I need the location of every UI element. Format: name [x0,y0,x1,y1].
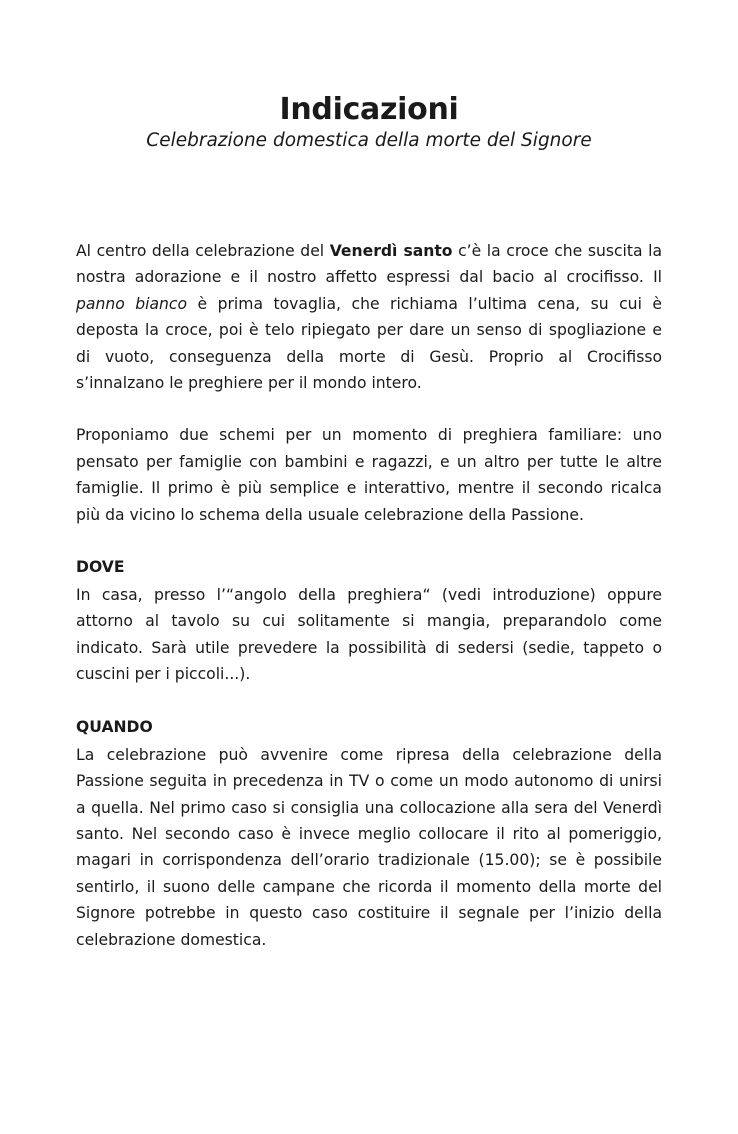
intro-p1-bold: Venerdì santo [329,242,453,260]
page-subtitle: Celebrazione domestica della morte del Signore [146,130,592,151]
paragraph-gap [76,528,662,554]
section-heading-quando: QUANDO [76,717,153,736]
title-block [0,92,738,152]
section-text-dove: In casa, presso l’“angolo della preghiera“ (vedi introduzione) oppure attorno al tavolo su cui solitamente si mangia, preparandolo come indicato. Sarà utile prevedere la possibilità di sedersi (sedie, tappeto o cuscini per i piccoli...). [76,586,662,684]
paragraph-gap [76,396,662,422]
intro-p1-text-a: Al centro della celebrazione del [76,242,330,260]
intro-paragraph-2: Proponiamo due schemi per un momento di preghiera familiare: uno pensato per famiglie con bambini e ragazzi, e un altro per tutte le altre famiglie. Il primo è più semplice e interattivo, mentre il secondo ricalca più da vicino lo schema della usuale celebrazione della Passione. [76,426,662,524]
body-content [76,238,662,953]
section-heading-dove: DOVE [76,558,125,577]
intro-p1-text-b: c’è la croce che suscita la nostra adorazione e il nostro affetto espressi dal bacio al crocifisso. Il [76,242,663,287]
section-text-quando: La celebrazione può avvenire come ripresa della celebrazione della Passione seguita in precedenza in TV o come un modo autonomo di unirsi a quella. Nel primo caso si consiglia una collocazione alla sera del Venerdì santo. Nel secondo caso è invece meglio collocare il rito al pomeriggio, magari in corrispondenza dell’orario tradizionale (15.00); se è possibile sentirlo, il suono delle campane che ricorda il momento della morte del Signore potrebbe in questo caso costituire il segnale per l’inizio della celebrazione domestica. [76,745,662,949]
intro-p1-text-c: è prima tovaglia, che richiama l’ultima cena, su cui è deposta la croce, poi è telo ripiegato per dare un senso di spogliazione e di vuoto, conseguenza della morte di Gesù. Proprio al Crocifisso s’innalzano le preghiere per il mondo intero. [76,294,662,393]
page-title: Indicazioni [279,92,459,127]
intro-paragraph-1 [76,238,662,396]
intro-p1-italic: panno bianco [76,294,188,313]
paragraph-gap [76,688,662,714]
